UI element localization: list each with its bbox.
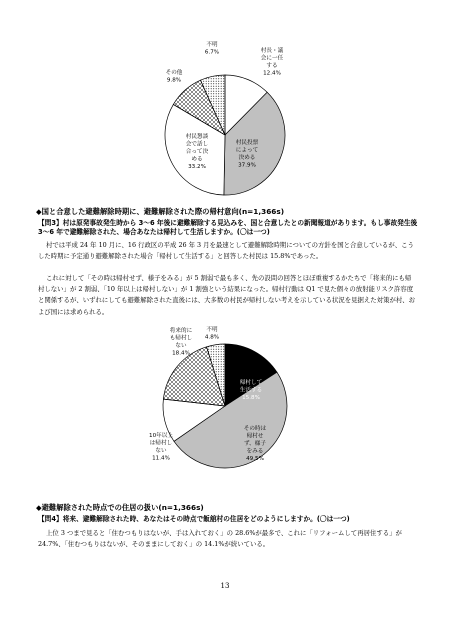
section2-paragraph-1: 上位 3 つまで見ると「住むつもりはないが、手は入れておく」の 28.6%が最多で、これに「リフォームして再居住する」が 24.7%、「住むつもりはないが、そのままにしておく」の 14.1%が続いている。: [38, 529, 402, 549]
pie-slice-label: [240, 378, 263, 401]
pie-label-line: ない: [155, 448, 167, 454]
pie-label-line: 村民投票: [235, 140, 259, 146]
pie-label-line: 帰村せ: [246, 433, 264, 440]
section1-heading: ◆国と合意した避難解除時期に、避難解除された際の帰村意向(n=1,366s): [36, 207, 285, 216]
section1-question: 【問3】村は原発事故発生時から 3～6 年後に避難解除する見込みを、国と合意したとの新聞報道があります。もし事故発生後 3～6 年で避難解除された、場合あなたは帰村して生活しますか。(〇は一つ): [38, 219, 418, 236]
section2-heading: ◆避難解除された時点での住居の扱い(n=1,366s): [36, 503, 204, 512]
pie-label-line: 決める: [238, 155, 256, 161]
chart-mayor-council: [0, 40, 450, 198]
pie-label-line: 不明: [206, 327, 218, 333]
pie-label-line: 会で話し: [185, 141, 209, 148]
pie-label-line: をみる: [246, 448, 264, 455]
pie-label-line: める: [191, 156, 203, 163]
section1-paragraph-1: 村では平成 24 年 10 月に、16 行政区の平成 26 年 3 月を最速として避難解除時期についての方針を国と合意しているが、こうした時期に予定通り避難解除された場合「帰村して生活する」と回答した村民は 15.8%であった。: [38, 241, 414, 261]
pie-label-line: 村民懇談: [185, 134, 209, 140]
pie-chart-1: [0, 40, 450, 198]
pie-label-line: 37.9%: [238, 162, 256, 169]
pie-label-line: 18.4%: [172, 350, 190, 357]
pie-slice-label: [149, 431, 173, 462]
pie-label-line: も帰村し: [169, 335, 193, 342]
pie-label-line: 4.8%: [204, 334, 220, 341]
pie-label-line: 10年以上: [149, 433, 173, 439]
pie-slice-label: [261, 46, 284, 77]
chart-return-intent: [0, 318, 450, 486]
pie-label-line: 12.4%: [263, 70, 281, 77]
pie-label-line: 9.8%: [166, 77, 182, 84]
section1-paragraph-2: これに対して「その時は帰村せず、様子をみる」が 5 割弱で最も多く、先の設問の回答とほぼ重複するかたちで「将来的にも帰村しない」が 2 割弱、「10 年以上は帰村しない」が 1 割強という結果になった。帰村行動は Q1 で見た個々の放射能リスク許容度と関係するが、いずれにしても避難解除された直後には、大多数の村民が帰村しない考えを示している状況を見据えた対策が村、および国には求められる。: [38, 274, 416, 316]
pie-label-line: 15.8%: [242, 395, 260, 401]
pie-label-line: によって: [235, 147, 259, 154]
pie-label-line: 49.5%: [246, 456, 264, 462]
pie-label-line: 村長・議: [260, 48, 284, 54]
pie-slice-label: [205, 325, 219, 341]
pie-label-line: 将来的に: [169, 328, 193, 334]
pie-label-line: 合って決: [185, 149, 209, 155]
pie-slice-label: [170, 326, 193, 357]
pie-label-line: ず、様子: [244, 441, 266, 447]
pie-label-line: 6.7%: [204, 49, 220, 56]
pie-slice-label: [244, 424, 267, 462]
pie-chart-2: [0, 318, 450, 486]
pie-slice-label: [205, 40, 219, 56]
pie-label-line: は帰村し: [149, 440, 173, 447]
pie-label-line: 33.2%: [188, 164, 206, 170]
pie-label-line: その時は: [243, 426, 267, 432]
pie-label-line: する: [266, 63, 278, 69]
page-number: 13: [220, 582, 230, 590]
pie-slice-label: [166, 68, 183, 84]
pie-label-line: 11.4%: [152, 455, 170, 462]
pie-label-line: 不明: [206, 42, 218, 48]
pie-label-line: 生活する: [239, 387, 263, 394]
pie-slice-label: [236, 138, 259, 169]
pie-label-line: 会に一任: [260, 55, 284, 62]
pie-label-line: 帰村して: [239, 380, 263, 386]
pie-slice-label: [186, 132, 209, 170]
pie-label-line: その他: [165, 70, 183, 76]
section2-question: 【問4】将来、避難解除された時、あなたはその時点で飯舘村の住居をどのようにしますか。(〇は一つ): [38, 515, 350, 523]
pie-label-line: ない: [175, 343, 187, 349]
